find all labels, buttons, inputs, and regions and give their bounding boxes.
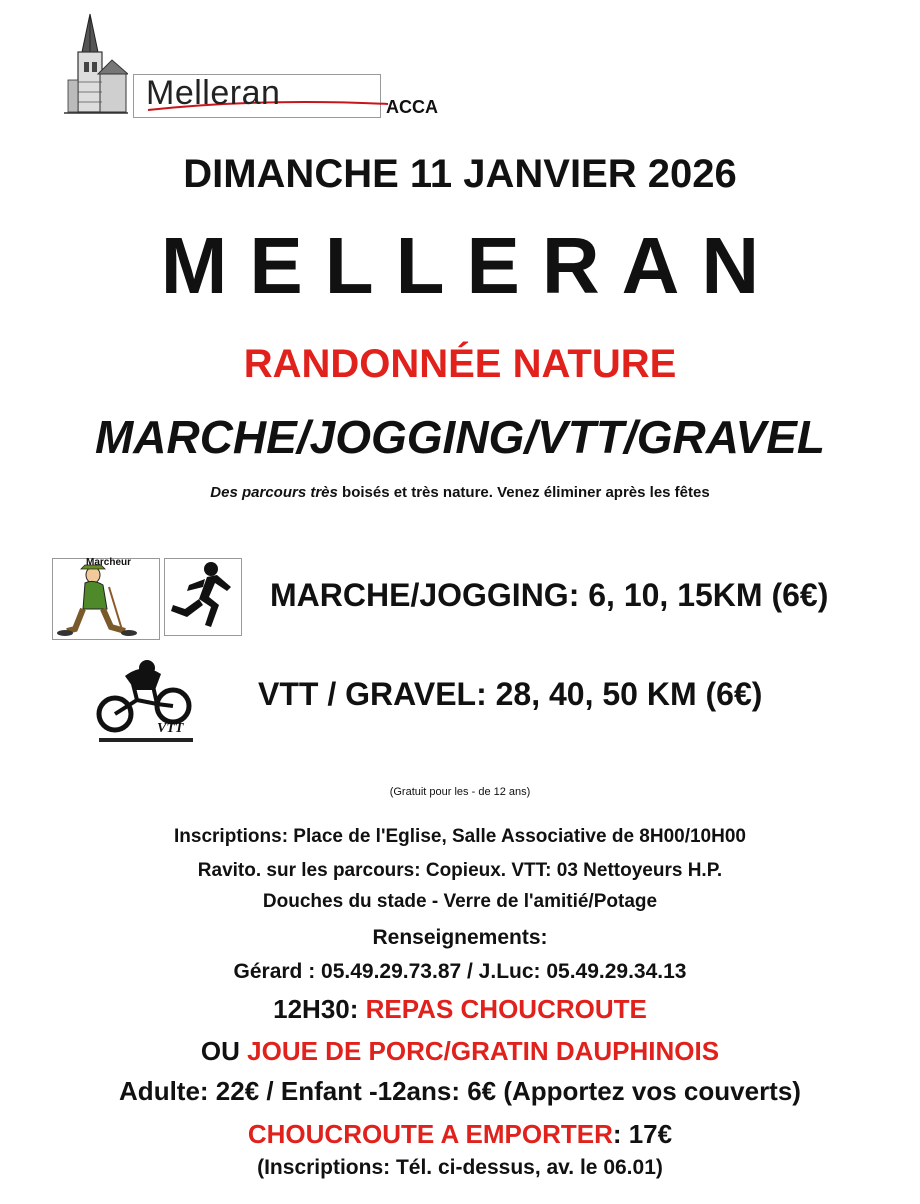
event-activities: MARCHE/JOGGING/VTT/GRAVEL [94,411,826,463]
church-illustration [64,12,128,116]
runner-icon [165,559,241,635]
subtitle-italic: Des parcours très [210,484,338,501]
association-name: ACCA [386,97,438,117]
event-date: DIMANCHE 11 JANVIER 2026 [183,152,737,196]
logo-text: Melleran [146,74,281,112]
meal-line [0,994,920,1025]
takeaway-label: CHOUCROUTE A EMPORTER [247,1119,613,1149]
vtt-gravel-distances: VTT / GRAVEL: 28, 40, 50 KM (6€) [258,676,763,712]
meal-time: 12H30: [273,994,366,1024]
meal-alternative-line [0,1036,920,1067]
showers-info: Douches du stade - Verre de l'amitié/Potage [262,891,658,912]
event-subtitle [0,484,920,501]
event-town: MELLERAN [160,221,782,310]
marche-jogging-distances: MARCHE/JOGGING: 6, 10, 15KM (6€) [270,577,829,613]
meal-prices: Adulte: 22€ / Enfant -12ans: 6€ (Apportez vos couverts) [119,1076,801,1106]
walker-icon-frame [52,558,160,640]
meal-registration-note: (Inscriptions: Tél. ci-dessus, av. le 06.01) [257,1156,663,1179]
runner-icon-frame [164,558,242,636]
subtitle-rest: boisés et très nature. Venez éliminer après les fêtes [337,484,710,501]
mountain-bike-icon [95,656,197,748]
vtt-badge-text: VTT [157,721,184,736]
meal-or: OU [200,1036,248,1066]
meal-joue-de-porc: JOUE DE PORC/GRATIN DAUPHINOIS [247,1036,720,1066]
registration-info: Inscriptions: Place de l'Eglise, Salle Associative de 8H00/10H00 [174,826,746,847]
contact-phones: Gérard : 05.49.29.73.87 / J.Luc: 05.49.29.34.13 [233,960,687,983]
free-under-12-note: (Gratuit pour les - de 12 ans) [389,786,531,798]
meal-choucroute: REPAS CHOUCROUTE [365,994,647,1024]
takeaway-line [0,1119,920,1150]
walker-icon [53,559,159,639]
walker-label: Marcheur [86,557,132,568]
takeaway-price: : 17€ [612,1119,673,1149]
refreshment-info: Ravito. sur les parcours: Copieux. VTT: 03 Nettoyeurs H.P. [197,860,723,881]
contact-heading: Renseignements: [372,926,548,949]
event-title: RANDONNÉE NATURE [243,342,677,386]
